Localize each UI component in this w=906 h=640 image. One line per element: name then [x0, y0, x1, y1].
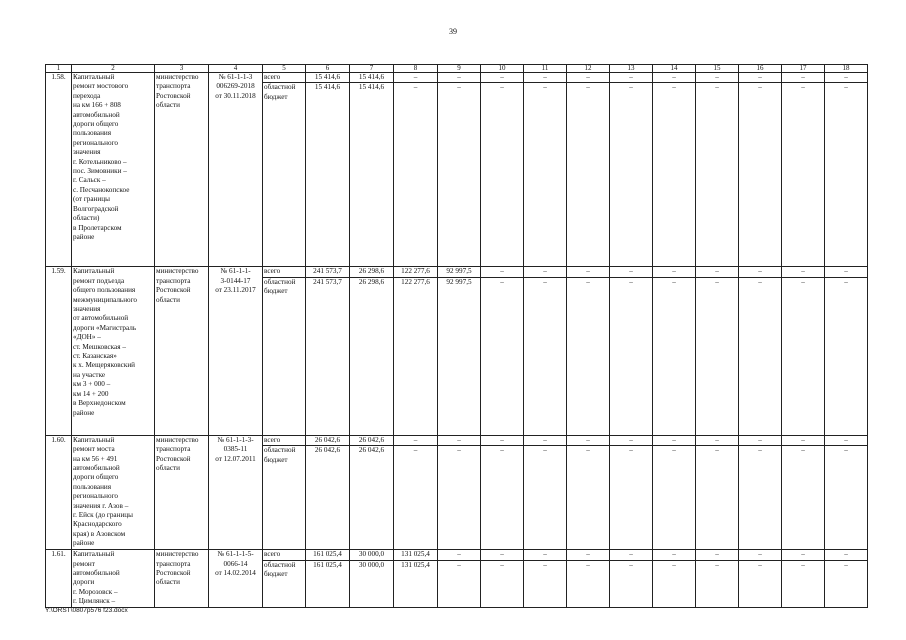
table-row — [46, 550, 868, 561]
empty-amount-cell: – — [696, 561, 739, 608]
column-header-15: 15 — [696, 65, 739, 73]
document-ref: № 61-1-1-3 006269-2018 от 30.11.2018 — [209, 73, 263, 267]
column-header-5: 5 — [263, 65, 306, 73]
empty-amount-cell: – — [524, 435, 567, 445]
column-header-17: 17 — [782, 65, 825, 73]
amount-cell: 15 414,6 — [306, 73, 350, 83]
executor-name: министерство транспорта Ростовской области — [155, 550, 209, 607]
empty-amount-cell: – — [653, 561, 696, 608]
column-header-1: 1 — [46, 65, 72, 73]
amount-cell: 26 042,6 — [306, 435, 350, 445]
empty-amount-cell: – — [524, 446, 567, 550]
column-header-9: 9 — [438, 65, 481, 73]
empty-amount-cell: – — [524, 267, 567, 277]
column-header-16: 16 — [739, 65, 782, 73]
table-header-row — [46, 65, 868, 73]
empty-amount-cell: – — [481, 550, 524, 561]
empty-amount-cell: – — [653, 435, 696, 445]
empty-amount-cell: – — [825, 267, 868, 277]
amount-cell: – — [438, 83, 481, 267]
column-header-10: 10 — [481, 65, 524, 73]
amount-cell: 241 573,7 — [306, 267, 350, 277]
empty-amount-cell: – — [653, 267, 696, 277]
empty-amount-cell: – — [825, 550, 868, 561]
empty-amount-cell: – — [696, 277, 739, 435]
amount-cell: 92 997,5 — [438, 277, 481, 435]
row-number: 1.59. — [46, 267, 72, 435]
funding-source: областной бюджет — [263, 277, 306, 435]
empty-amount-cell: – — [825, 446, 868, 550]
file-path-footer: Y:\ORST\0807p576 f23.docx — [45, 607, 128, 614]
amount-cell: – — [438, 561, 481, 608]
row-number: 1.60. — [46, 435, 72, 549]
empty-amount-cell: – — [739, 435, 782, 445]
empty-amount-cell: – — [481, 561, 524, 608]
object-name: Капитальный ремонт автомобильной дороги г. Морозовск – г. Цимлянск – — [72, 550, 155, 607]
row-number: 1.61. — [46, 550, 72, 607]
object-name: Капитальный ремонт моста на км 56 + 491 автомобильной дороги общего пользования регионального значения г. Азов – г. Ейск (до границы Краснодарского края) в Азовском районе — [72, 435, 155, 549]
empty-amount-cell: – — [567, 73, 610, 83]
amount-cell: – — [394, 446, 438, 550]
amount-cell: – — [438, 73, 481, 83]
empty-amount-cell: – — [739, 267, 782, 277]
empty-amount-cell: – — [653, 73, 696, 83]
empty-amount-cell: – — [567, 435, 610, 445]
amount-cell: – — [394, 83, 438, 267]
empty-amount-cell: – — [610, 277, 653, 435]
amount-cell: 241 573,7 — [306, 277, 350, 435]
funding-source: областной бюджет — [263, 561, 306, 608]
empty-amount-cell: – — [610, 446, 653, 550]
document-ref: № 61-1-1-3- 0385-11 от 12.07.2011 — [209, 435, 263, 549]
empty-amount-cell: – — [481, 446, 524, 550]
empty-amount-cell: – — [739, 550, 782, 561]
column-header-4: 4 — [209, 65, 263, 73]
amount-cell: 131 025,4 — [394, 550, 438, 561]
funding-source: всего — [263, 267, 306, 277]
empty-amount-cell: – — [825, 435, 868, 445]
amount-cell: 26 298,6 — [350, 277, 394, 435]
empty-amount-cell: – — [782, 561, 825, 608]
column-header-13: 13 — [610, 65, 653, 73]
empty-amount-cell: – — [653, 446, 696, 550]
empty-amount-cell: – — [653, 277, 696, 435]
amount-cell: 26 042,6 — [350, 435, 394, 445]
amount-cell: 30 000,0 — [350, 550, 394, 561]
amount-cell: 15 414,6 — [350, 73, 394, 83]
empty-amount-cell: – — [567, 550, 610, 561]
amount-cell: 161 025,4 — [306, 561, 350, 608]
amount-cell: 15 414,6 — [306, 83, 350, 267]
empty-amount-cell: – — [610, 561, 653, 608]
column-header-7: 7 — [350, 65, 394, 73]
executor-name: министерство транспорта Ростовской области — [155, 267, 209, 435]
page-number: 39 — [449, 27, 457, 36]
amount-cell: 15 414,6 — [350, 83, 394, 267]
amount-cell: – — [438, 446, 481, 550]
empty-amount-cell: – — [739, 83, 782, 267]
funding-source: областной бюджет — [263, 446, 306, 550]
empty-amount-cell: – — [782, 446, 825, 550]
column-header-6: 6 — [306, 65, 350, 73]
empty-amount-cell: – — [567, 277, 610, 435]
empty-amount-cell: – — [696, 267, 739, 277]
empty-amount-cell: – — [696, 435, 739, 445]
object-name: Капитальный ремонт мостового перехода на км 166 + 808 автомобильной дороги общего пользования регионального значения г. Котельниково – пос. Зимовники – г. Сальск – с. Песчанокопское (от границы Волгоградской области) в Пролетарском районе — [72, 73, 155, 267]
empty-amount-cell: – — [524, 550, 567, 561]
amount-cell: 92 997,5 — [438, 267, 481, 277]
column-header-3: 3 — [155, 65, 209, 73]
empty-amount-cell: – — [610, 73, 653, 83]
empty-amount-cell: – — [782, 267, 825, 277]
empty-amount-cell: – — [696, 83, 739, 267]
empty-amount-cell: – — [739, 561, 782, 608]
column-header-12: 12 — [567, 65, 610, 73]
empty-amount-cell: – — [696, 73, 739, 83]
empty-amount-cell: – — [610, 550, 653, 561]
empty-amount-cell: – — [610, 83, 653, 267]
empty-amount-cell: – — [481, 83, 524, 267]
empty-amount-cell: – — [696, 446, 739, 550]
empty-amount-cell: – — [567, 446, 610, 550]
empty-amount-cell: – — [653, 83, 696, 267]
empty-amount-cell: – — [696, 550, 739, 561]
row-number: 1.58. — [46, 73, 72, 267]
amount-cell: – — [394, 435, 438, 445]
amount-cell: 26 042,6 — [350, 446, 394, 550]
empty-amount-cell: – — [481, 267, 524, 277]
amount-cell: – — [438, 550, 481, 561]
empty-amount-cell: – — [610, 435, 653, 445]
funding-source: областной бюджет — [263, 83, 306, 267]
amount-cell: 26 298,6 — [350, 267, 394, 277]
amount-cell: 122 277,6 — [394, 277, 438, 435]
funding-source: всего — [263, 73, 306, 83]
column-header-8: 8 — [394, 65, 438, 73]
column-header-11: 11 — [524, 65, 567, 73]
empty-amount-cell: – — [567, 561, 610, 608]
empty-amount-cell: – — [782, 73, 825, 83]
table-row — [46, 435, 868, 445]
empty-amount-cell: – — [481, 435, 524, 445]
table-row — [46, 73, 868, 83]
amount-cell: – — [438, 435, 481, 445]
empty-amount-cell: – — [567, 83, 610, 267]
empty-amount-cell: – — [739, 446, 782, 550]
empty-amount-cell: – — [825, 83, 868, 267]
column-header-18: 18 — [825, 65, 868, 73]
empty-amount-cell: – — [524, 561, 567, 608]
empty-amount-cell: – — [782, 435, 825, 445]
empty-amount-cell: – — [524, 83, 567, 267]
funding-source: всего — [263, 435, 306, 445]
empty-amount-cell: – — [481, 73, 524, 83]
empty-amount-cell: – — [739, 73, 782, 83]
empty-amount-cell: – — [739, 277, 782, 435]
executor-name: министерство транспорта Ростовской области — [155, 73, 209, 267]
empty-amount-cell: – — [782, 550, 825, 561]
amount-cell: 161 025,4 — [306, 550, 350, 561]
empty-amount-cell: – — [825, 561, 868, 608]
empty-amount-cell: – — [567, 267, 610, 277]
table-row — [46, 267, 868, 277]
object-name: Капитальный ремонт подъезда общего пользования межмуниципального значения от автомобильной дороги «Магистраль «ДОН» – ст. Мешковская – ст. Казанская» к х. Мещеряковский на участке км 3 + 000 – км 14 + 200 в Верхнедонском районе — [72, 267, 155, 435]
empty-amount-cell: – — [782, 277, 825, 435]
amount-cell: 122 277,6 — [394, 267, 438, 277]
empty-amount-cell: – — [610, 267, 653, 277]
budget-table — [45, 64, 868, 608]
empty-amount-cell: – — [825, 73, 868, 83]
column-header-14: 14 — [653, 65, 696, 73]
amount-cell: – — [394, 73, 438, 83]
empty-amount-cell: – — [524, 277, 567, 435]
funding-source: всего — [263, 550, 306, 561]
document-ref: № 61-1-1-5- 0066-14 от 14.02.2014 — [209, 550, 263, 607]
amount-cell: 26 042,6 — [306, 446, 350, 550]
executor-name: министерство транспорта Ростовской области — [155, 435, 209, 549]
column-header-2: 2 — [72, 65, 155, 73]
amount-cell: 131 025,4 — [394, 561, 438, 608]
amount-cell: 30 000,0 — [350, 561, 394, 608]
empty-amount-cell: – — [481, 277, 524, 435]
empty-amount-cell: – — [782, 83, 825, 267]
empty-amount-cell: – — [524, 73, 567, 83]
empty-amount-cell: – — [825, 277, 868, 435]
document-ref: № 61-1-1- 3-0144-17 от 23.11.2017 — [209, 267, 263, 435]
empty-amount-cell: – — [653, 550, 696, 561]
